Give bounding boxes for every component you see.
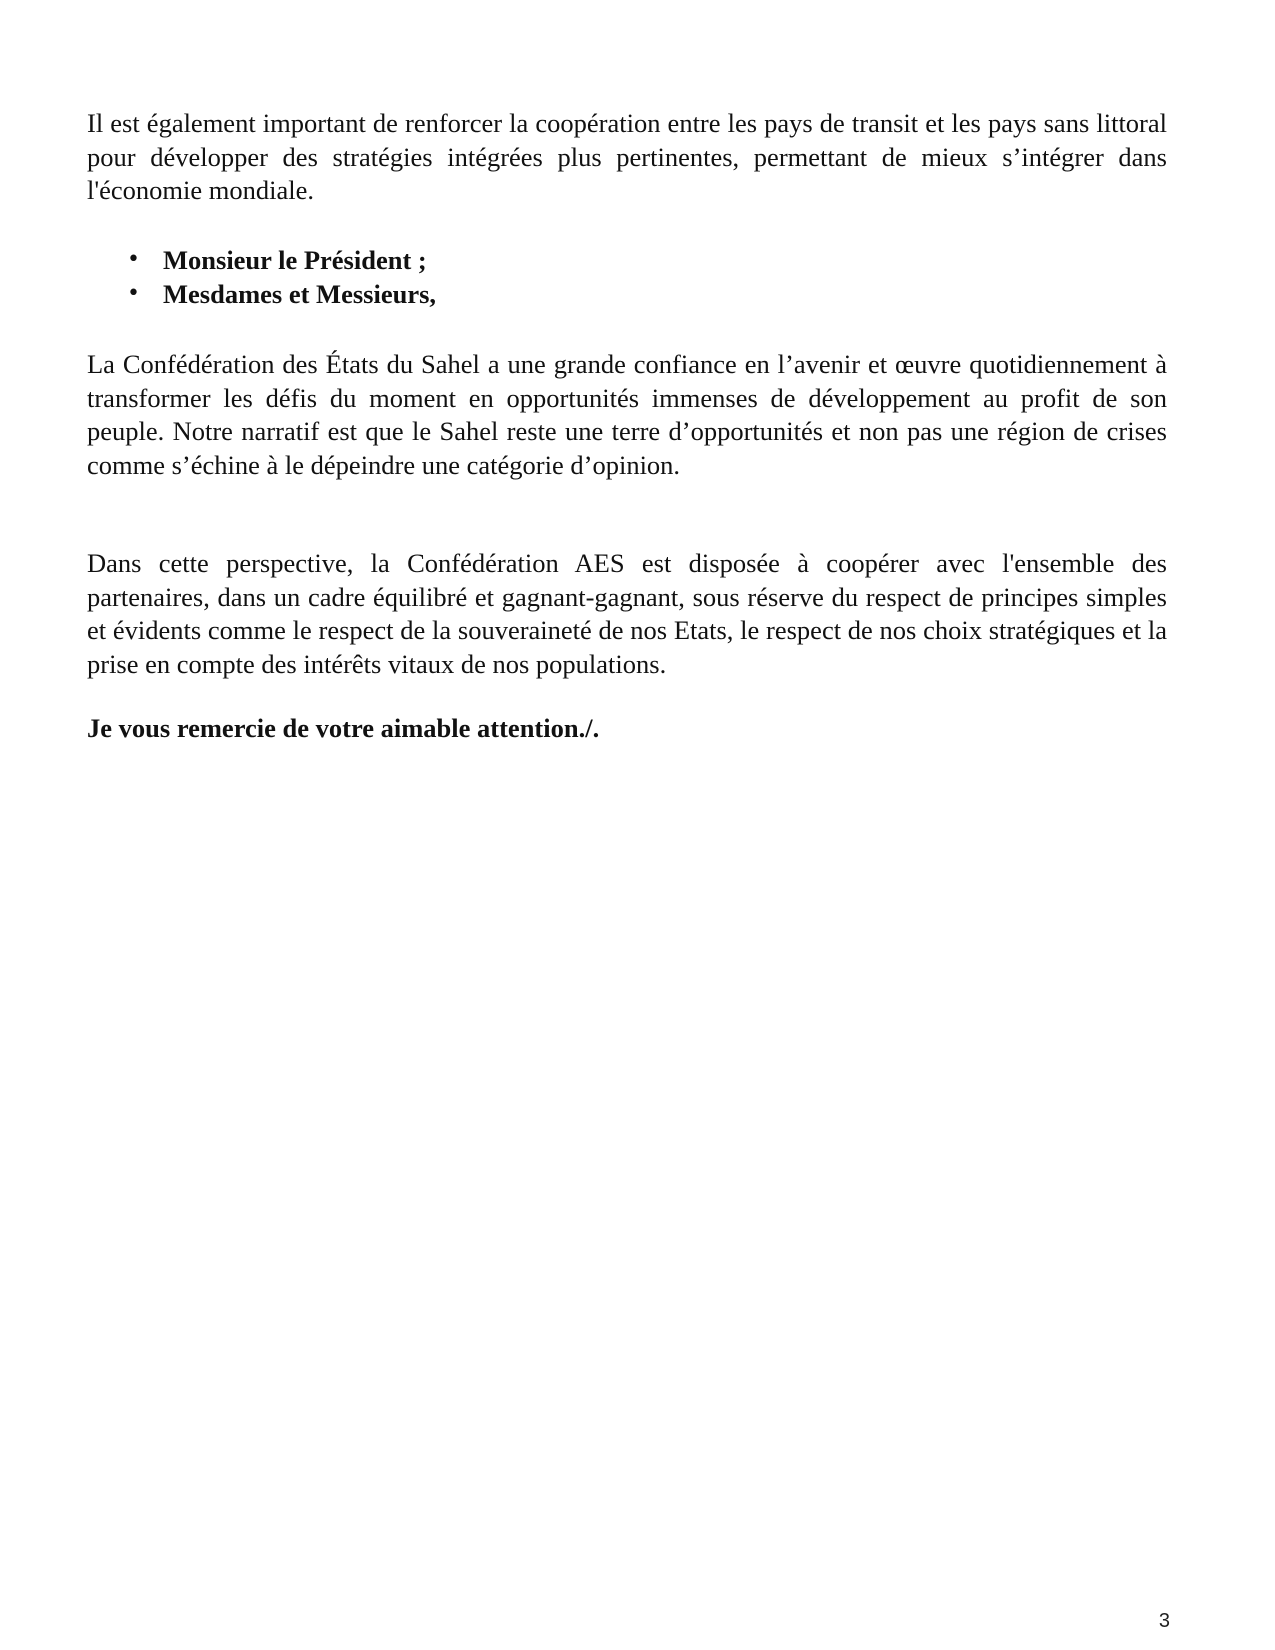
paragraph-cooperation-transit: Il est également important de renforcer la coopération entre les pays de transit et les pays sans littoral pour développer des stratégies intégrées plus pertinentes, permettant de mieux s’intégrer dans l'économie mondiale. xyxy=(87,108,1167,205)
closing-statement: Je vous remercie de votre aimable attention./. xyxy=(87,713,600,743)
salutation-text: Monsieur le Président ; xyxy=(163,245,427,275)
salutation-item xyxy=(87,243,1167,277)
page-number: 3 xyxy=(1158,1610,1170,1632)
salutation-item xyxy=(87,277,1167,311)
paragraph-sahel-confederation: La Confédération des États du Sahel a une grande confiance en l’avenir et œuvre quotidiennement à transformer les défis du moment en opportunités immenses de développement au profit de son peuple. Notre narratif est que le Sahel reste une terre d’opportunités et non pas une région de crises comme s’échine à le dépeindre une catégorie d’opinion. xyxy=(87,349,1167,480)
salutation-list xyxy=(87,243,1167,311)
salutation-text: Mesdames et Messieurs, xyxy=(163,279,437,309)
bullet-icon: • xyxy=(127,247,140,272)
bullet-icon: • xyxy=(127,281,140,306)
paragraph-aes-perspective: Dans cette perspective, la Confédération AES est disposée à coopérer avec l'ensemble des partenaires, dans un cadre équilibré et gagnant-gagnant, sous réserve du respect de principes simples et évidents comme le respect de la souveraineté de nos Etats, le respect de nos choix stratégiques et la prise en compte des intérêts vitaux de nos populations. xyxy=(87,548,1167,679)
